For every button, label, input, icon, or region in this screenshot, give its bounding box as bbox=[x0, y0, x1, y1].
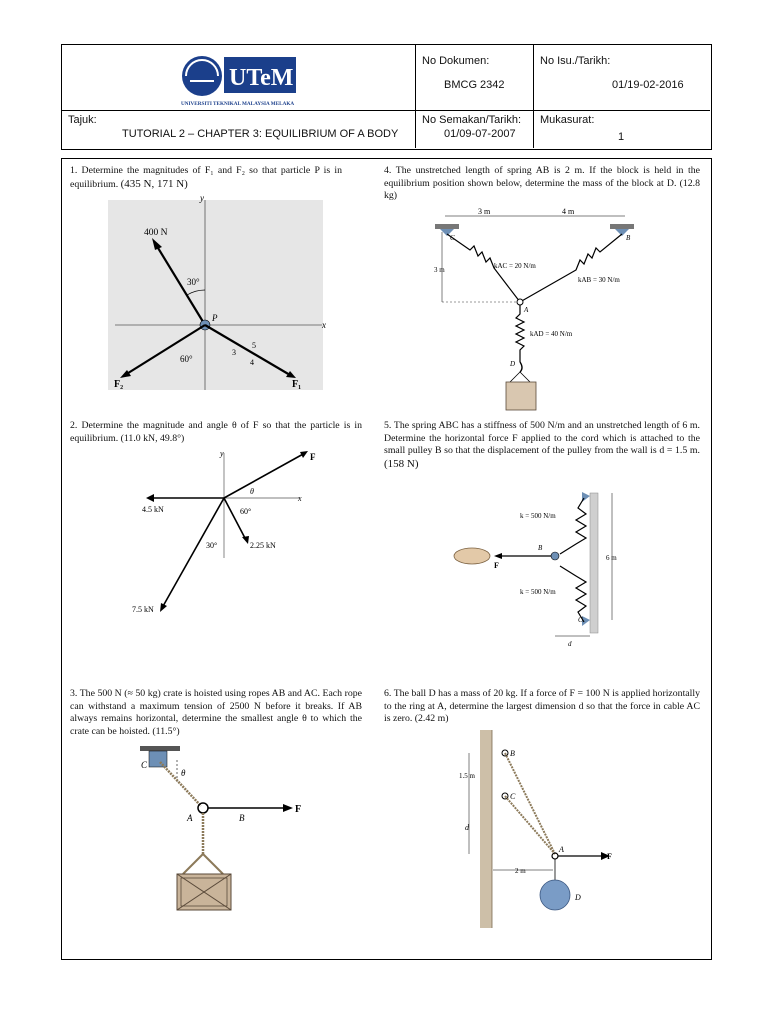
question-answer: (435 N, 171 N) bbox=[120, 177, 188, 190]
figure-label: 400 N bbox=[144, 228, 168, 238]
no-dokumen-label: No Dokumen: bbox=[422, 55, 490, 67]
figure-label: k = 500 N/m bbox=[520, 512, 556, 520]
figure-label: F bbox=[494, 561, 499, 570]
no-isu-cell bbox=[534, 45, 710, 111]
figure-label: 2 m bbox=[515, 867, 526, 875]
figure-label: 6 m bbox=[606, 554, 617, 562]
figure-q5 bbox=[450, 488, 650, 648]
figure-label: A bbox=[187, 813, 193, 823]
question-4 bbox=[384, 165, 700, 203]
figure-q6 bbox=[455, 728, 625, 928]
figure-q3 bbox=[135, 742, 335, 922]
figure-label: d bbox=[568, 640, 572, 648]
figure-label: F bbox=[310, 452, 316, 462]
figure-label: y bbox=[200, 195, 204, 203]
figure-label: F₁ bbox=[292, 379, 302, 390]
question-text: The spring ABC has a stiffness of 500 N/m and an unstretched length of 6 m. Determine the horizontal force F applied to the cord which is attached to the small pulley B so that the displacement of the pulley from the wall is d = 1.5 m. bbox=[384, 420, 700, 456]
question-answer: (2.42 m) bbox=[414, 713, 449, 724]
figure-label: F bbox=[607, 852, 612, 861]
figure-label: 3 bbox=[232, 348, 236, 357]
figure-label: B bbox=[626, 234, 631, 242]
figure-label: 2.25 kN bbox=[250, 541, 276, 550]
figure-q2 bbox=[120, 448, 330, 628]
figure-label: 5 bbox=[252, 341, 256, 350]
logo-brand: UTeM bbox=[229, 65, 294, 91]
question-number: 2. bbox=[70, 420, 78, 431]
figure-label: C bbox=[578, 616, 583, 624]
figure-label: kAC = 20 N/m bbox=[494, 262, 536, 270]
question-answer: (11.0 kN, 49.8°) bbox=[120, 432, 185, 444]
figure-label: 4 m bbox=[562, 207, 575, 216]
figure-label: 4 bbox=[250, 358, 254, 367]
question-number: 3. bbox=[70, 688, 78, 699]
figure-label: d bbox=[465, 823, 469, 832]
figure-label: k = 500 N/m bbox=[520, 588, 556, 596]
figure-label: D bbox=[575, 893, 581, 902]
figure-label: 30° bbox=[187, 277, 200, 287]
question-text: The 500 N (≈ 50 kg) crate is hoisted using ropes AB and AC. Each rope can withstand a maximum tension of 2500 N before it breaks. If AB always remains horizontal, determine the smallest angle θ to which the crate can be hoisted. bbox=[70, 688, 362, 737]
question-answer: (11.5°) bbox=[152, 725, 180, 737]
figure-q1 bbox=[100, 195, 340, 395]
figure-label: B bbox=[538, 544, 543, 552]
utem-logo bbox=[180, 51, 320, 109]
figure-label: 60° bbox=[180, 354, 193, 364]
figure-label: D bbox=[510, 360, 516, 368]
no-semakan-label: No Semakan/Tarikh: bbox=[422, 114, 522, 126]
figure-label: kAB = 30 N/m bbox=[578, 276, 620, 284]
document-header bbox=[61, 44, 712, 150]
figure-label: x bbox=[298, 494, 302, 503]
mukasurat-label: Mukasurat: bbox=[540, 114, 595, 126]
question-text: The unstretched length of spring AB is 2 m. If the block is held in the equilibrium position shown below, determine the mass of the block at D. bbox=[384, 165, 700, 189]
no-isu-label: No Isu./Tarikh: bbox=[540, 55, 611, 67]
tajuk-label: Tajuk: bbox=[68, 114, 97, 126]
question-number: 5. bbox=[384, 420, 392, 431]
question-3 bbox=[70, 688, 362, 738]
no-semakan-cell bbox=[416, 111, 534, 148]
question-text: Determine the magnitudes of F₁ and F₂ so that particle P is in equilibrium. bbox=[70, 165, 343, 190]
question-number: 6. bbox=[384, 688, 392, 699]
question-1 bbox=[70, 165, 342, 191]
question-number: 4. bbox=[384, 165, 392, 176]
question-text: The ball D has a mass of 20 kg. If a force of F = 100 N is applied horizontally to the ring at A, determine the largest dimension d so that the force in cable AC is zero. bbox=[384, 688, 700, 724]
figure-label: 1.5 m bbox=[459, 772, 475, 780]
figure-q4 bbox=[430, 202, 650, 417]
question-2 bbox=[70, 420, 362, 445]
question-text: Determine the magnitude and angle θ of F so that the particle is in equilibrium. bbox=[70, 420, 362, 444]
figure-label: 3 m bbox=[434, 266, 445, 274]
figure-label: F₂ bbox=[114, 379, 124, 390]
question-answer: (158 N) bbox=[384, 457, 419, 470]
figure-label: P bbox=[212, 313, 218, 323]
question-5 bbox=[384, 420, 700, 471]
figure-label: θ bbox=[250, 487, 254, 496]
figure-label: C bbox=[141, 760, 148, 770]
figure-label: A bbox=[559, 845, 564, 854]
figure-label: x bbox=[322, 320, 326, 330]
figure-label: B bbox=[510, 749, 515, 758]
figure-label: θ bbox=[181, 768, 186, 778]
figure-label: F bbox=[295, 804, 302, 815]
question-answer: (12.8 kg) bbox=[384, 177, 700, 201]
figure-label: B bbox=[239, 813, 245, 823]
figure-label: 3 m bbox=[478, 207, 491, 216]
logo-subtitle: UNIVERSITI TEKNIKAL MALAYSIA MELAKA bbox=[181, 101, 295, 107]
figure-label: 7.5 kN bbox=[132, 605, 154, 614]
figure-label: 30° bbox=[206, 541, 218, 550]
mukasurat-cell bbox=[534, 111, 710, 148]
figure-label: 4.5 kN bbox=[142, 505, 164, 514]
figure-label: A bbox=[524, 306, 529, 314]
no-semakan-value: 01/09-07-2007 bbox=[444, 128, 516, 140]
no-dokumen-cell bbox=[416, 45, 534, 111]
figure-label: C bbox=[510, 792, 516, 801]
question-number: 1. bbox=[70, 165, 78, 176]
mukasurat-value: 1 bbox=[618, 131, 625, 143]
logo-cell bbox=[62, 45, 416, 111]
figure-label: 60° bbox=[240, 507, 252, 516]
no-isu-value: 01/19-02-2016 bbox=[612, 79, 684, 91]
figure-label: C bbox=[450, 234, 455, 242]
no-dokumen-value: BMCG 2342 bbox=[444, 79, 505, 91]
figure-label: y bbox=[220, 449, 224, 458]
tajuk-cell bbox=[62, 111, 416, 148]
question-6 bbox=[384, 688, 700, 726]
tajuk-value: TUTORIAL 2 – CHAPTER 3: EQUILIBRIUM OF A BODY bbox=[122, 128, 399, 140]
figure-label: kAD = 40 N/m bbox=[530, 330, 573, 338]
